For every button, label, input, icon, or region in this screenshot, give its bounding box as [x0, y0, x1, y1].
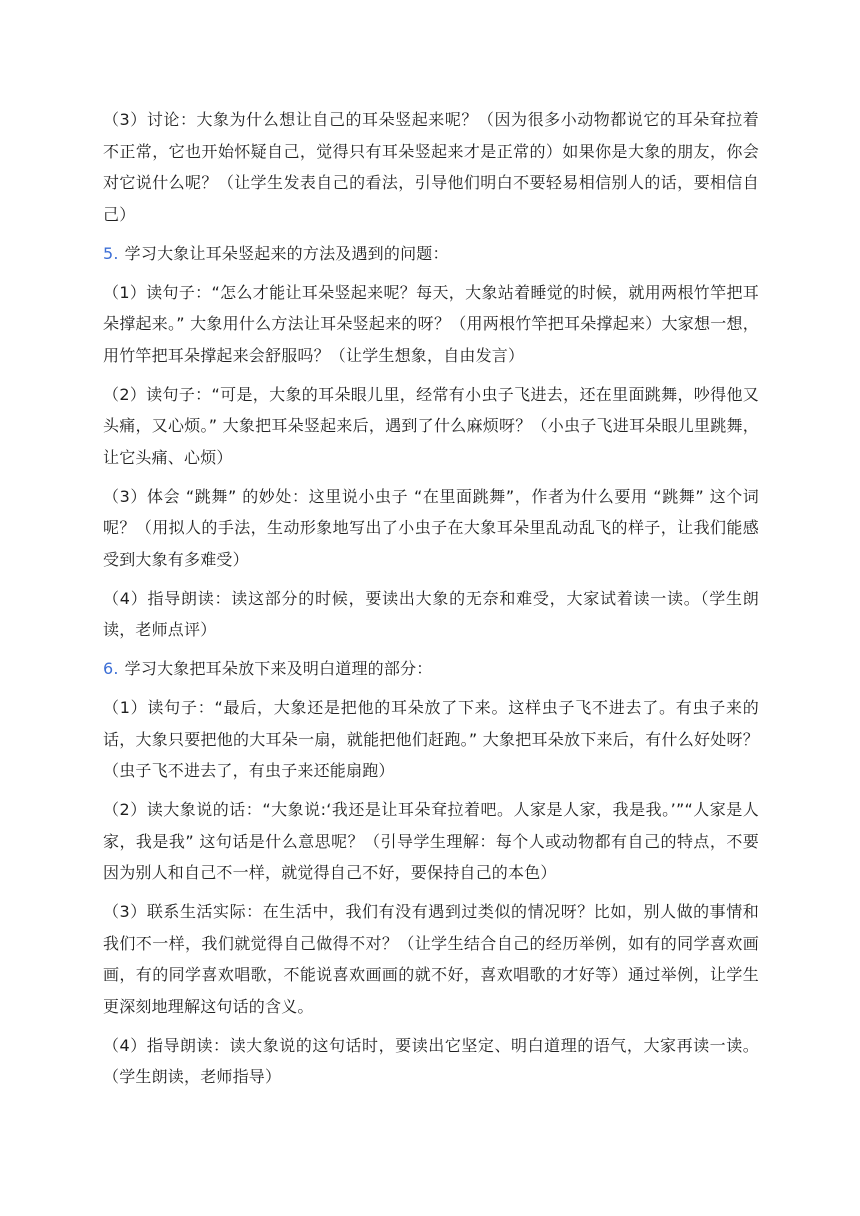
ears-down-paragraph: （1）读句子：“最后，大象还是把他的耳朵放了下来。这样虫子飞不进去了。有虫子来的话，大象只要把他的大耳朵一扇，就能把他们赶跑。” 大象把耳朵放下来后，有什么好处呀？（虫子飞不进去了，有虫子来还能扇跑） — [103, 698, 759, 780]
guided-reading-2-paragraph: （4）指导朗读：读大象说的这句话时，要读出它坚定、明白道理的语气，大家再读一读。（学生朗读，老师指导） — [103, 1035, 759, 1086]
list-number: 5. — [103, 243, 119, 263]
section-6-title: 学习大象把耳朵放下来及明白道理的部分： — [124, 659, 433, 678]
dance-word-paragraph: （3）体会 “跳舞” 的妙处：这里说小虫子 “在里面跳舞”，作者为什么要用 “跳舞” 这个词呢？（用拟人的手法，生动形象地写出了小虫子在大象耳朵里乱动乱飞的样子，让我们能感受到大象有多难受） — [103, 486, 759, 569]
section-5-heading — [103, 238, 759, 270]
real-life-paragraph: （3）联系生活实际：在生活中，我们有没有遇到过类似的情况呀？比如，别人做的事情和我们不一样，我们就觉得自己做得不对？（让学生结合自己的经历举例，如有的同学喜欢画画，有的同学喜欢唱歌，不能说喜欢画画的就不好，喜欢唱歌的才好等）通过举例，让学生更深刻地理解这句话的含义。 — [103, 902, 759, 1016]
read-sentence-2-paragraph: （2）读句子：“可是，大象的耳朵眼儿里，经常有小虫子飞进去，还在里面跳舞，吵得他又头痛，又心烦。” 大象把耳朵竖起来后，遇到了什么麻烦呀？（小虫子飞进耳朵眼儿里跳舞，让它头痛、心烦） — [103, 384, 759, 467]
section-5-title: 学习大象让耳朵竖起来的方法及遇到的问题： — [124, 243, 449, 263]
discussion-paragraph: （3）讨论：大象为什么想让自己的耳朵竖起来呢？（因为很多小动物都说它的耳朵耷拉着不正常，它也开始怀疑自己，觉得只有耳朵竖起来才是正常的）如果你是大象的朋友，你会对它说什么呢？（让学生发表自己的看法，引导他们明白不要轻易相信别人的话，要相信自己） — [103, 110, 759, 224]
read-sentence-1-paragraph: （1）读句子：“怎么才能让耳朵竖起来呢？每天，大象站着睡觉的时候，就用两根竹竿把耳朵撑起来。” 大象用什么方法让耳朵竖起来的呀？（用两根竹竿把耳朵撑起来）大家想一想，用竹竿把耳朵撑起来会舒服吗？（让学生想象，自由发言） — [103, 282, 759, 365]
elephant-words-paragraph: （2）读大象说的话：“大象说:‘我还是让耳朵耷拉着吧。人家是人家，我是我。’”“人家是人家，我是我” 这句话是什么意思呢？（引导学生理解：每个人或动物都有自己的特点，不要因为别人和自己不一样，就觉得自己不好，要保持自己的本色） — [103, 800, 759, 882]
section-6-heading — [103, 653, 759, 685]
document-body — [103, 104, 759, 1100]
guided-reading-1-paragraph: （4）指导朗读：读这部分的时候，要读出大象的无奈和难受，大家试着读一读。（学生朗读，老师点评） — [103, 588, 759, 639]
list-number: 6. — [103, 659, 119, 678]
